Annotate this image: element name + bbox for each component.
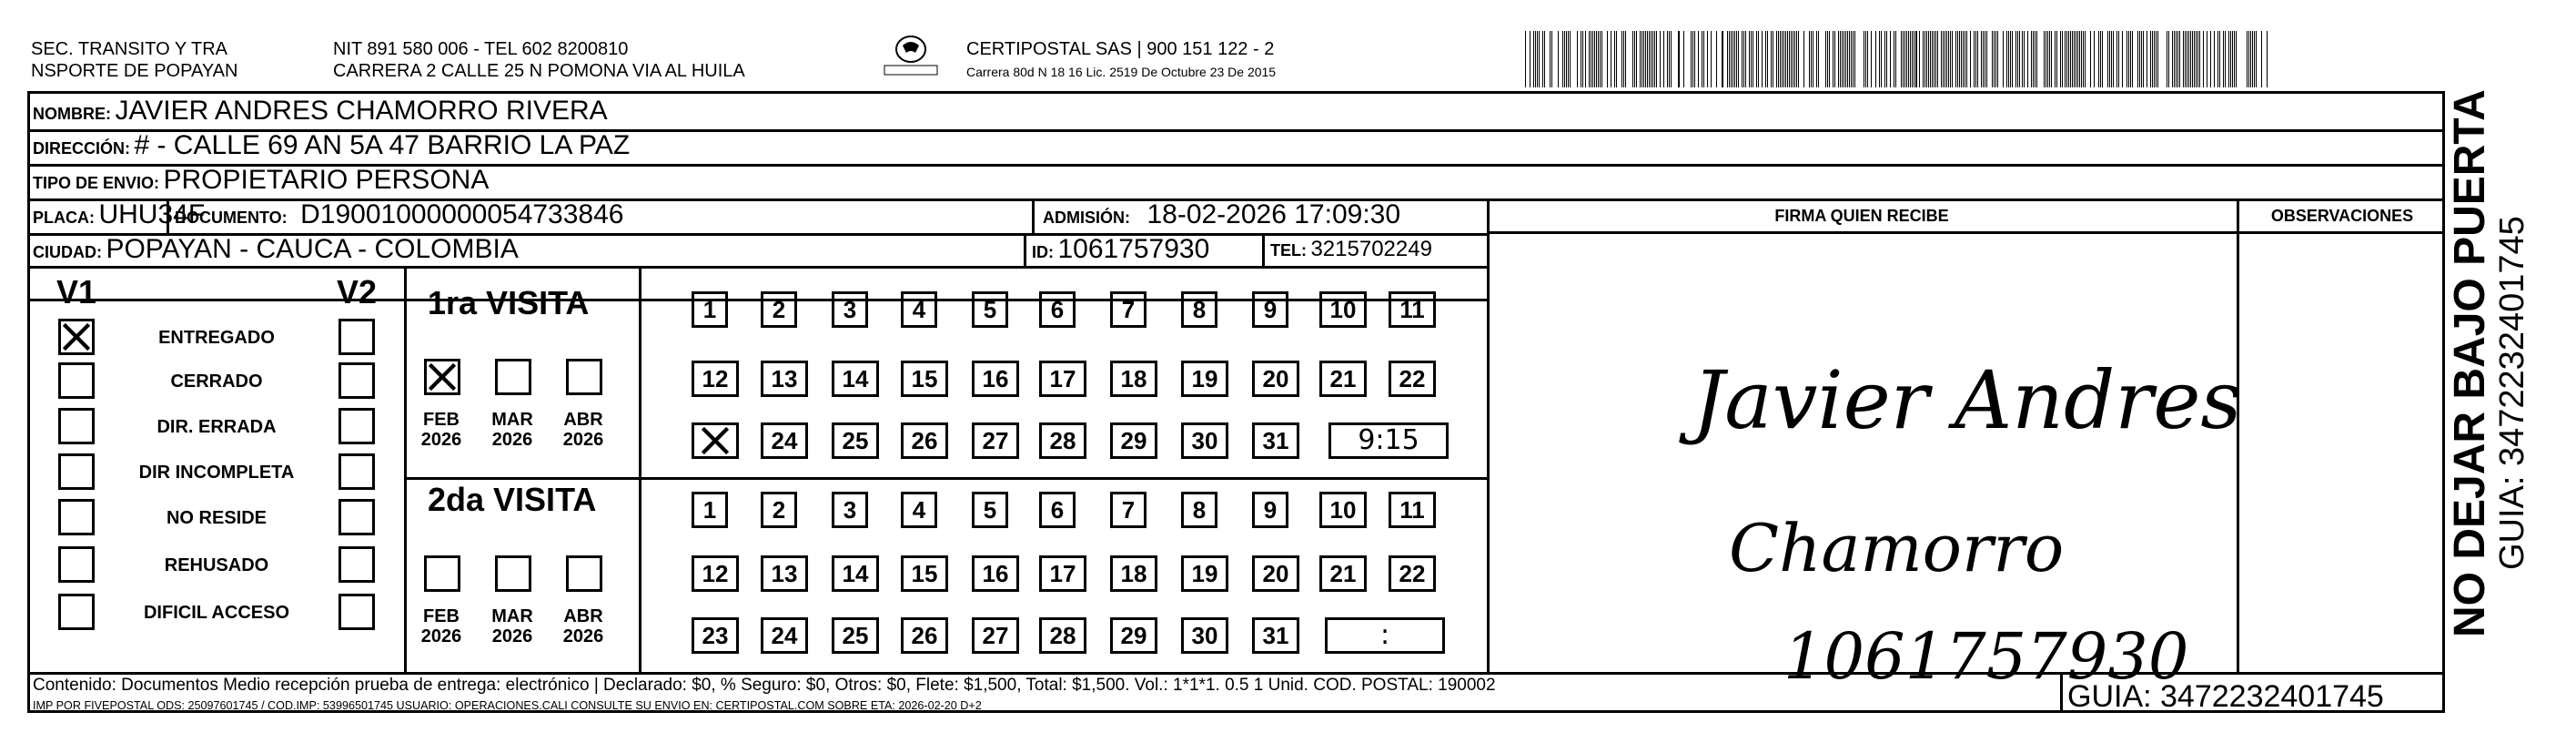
first-visit-day-box[interactable]: 17 bbox=[1039, 361, 1086, 397]
second-visit-day-box[interactable]: 11 bbox=[1389, 492, 1436, 528]
first-visit-day-box[interactable]: 24 bbox=[761, 422, 808, 459]
first-visit-day-box[interactable]: 14 bbox=[832, 361, 879, 397]
status-v1-checkbox[interactable] bbox=[58, 453, 95, 490]
recipient-tel: 3215702249 bbox=[1310, 237, 1432, 261]
status-v1-checkbox[interactable] bbox=[58, 546, 95, 583]
second-visit-day-box[interactable]: 2 bbox=[761, 492, 797, 528]
second-visit-day-box[interactable]: 17 bbox=[1039, 555, 1086, 592]
status-v1-checkbox[interactable] bbox=[58, 319, 95, 355]
placa: UHU34F bbox=[98, 199, 206, 229]
recipient-name: JAVIER ANDRES CHAMORRO RIVERA bbox=[115, 96, 608, 126]
first-visit-day-box[interactable]: 15 bbox=[901, 361, 948, 397]
ciudad-label: CIUDAD: bbox=[33, 243, 102, 261]
first-visit-day-box[interactable] bbox=[692, 422, 739, 459]
first-visit-day-box[interactable]: 2 bbox=[761, 291, 797, 328]
second-visit-day-box[interactable]: 10 bbox=[1319, 492, 1367, 528]
first-visit-day-box[interactable]: 22 bbox=[1389, 361, 1436, 397]
imp-text: IMP POR FIVEPOSTAL ODS: 25097601745 / COD.IMP: 53996501745 USUARIO: OPERACIONES.CALI CONSULTE SU ENVIO EN: CERTIPOSTAL.COM SOBRE ETA: 2026-02-20 D+2 bbox=[33, 699, 982, 712]
second-visit-day-box[interactable]: 29 bbox=[1110, 617, 1157, 654]
tipo-envio-label: TIPO DE ENVIO: bbox=[33, 174, 160, 192]
first-visit-day-box[interactable]: 29 bbox=[1110, 422, 1157, 459]
side-guia: GUIA: 3472232401745 bbox=[2493, 216, 2531, 570]
first-visit-day-box[interactable]: 19 bbox=[1181, 361, 1228, 397]
second-visit-day-box[interactable]: 25 bbox=[832, 617, 879, 654]
first-visit-month-checkbox[interactable] bbox=[495, 359, 531, 395]
second-visit-day-box[interactable]: 6 bbox=[1039, 492, 1076, 528]
first-visit-month-label: ABR 2026 bbox=[562, 410, 604, 450]
first-visit-day-box[interactable]: 7 bbox=[1110, 291, 1147, 328]
first-visit-month-checkbox[interactable] bbox=[566, 359, 602, 395]
status-label: DIR. ERRADA bbox=[157, 417, 277, 437]
second-visit-day-box[interactable]: 13 bbox=[761, 555, 808, 592]
certipostal-logo bbox=[881, 33, 941, 84]
second-visit-day-box[interactable]: 12 bbox=[692, 555, 739, 592]
sender-name-line1: SEC. TRANSITO Y TRA bbox=[31, 39, 227, 59]
first-visit-day-box[interactable]: 6 bbox=[1039, 291, 1076, 328]
recipient-address: # - CALLE 69 AN 5A 47 BARRIO LA PAZ bbox=[134, 130, 631, 160]
status-v2-checkbox[interactable] bbox=[338, 546, 375, 583]
footer-guia: GUIA: 3472232401745 bbox=[2067, 679, 2384, 714]
status-v2-checkbox[interactable] bbox=[338, 362, 375, 399]
carrier-name: CERTIPOSTAL SAS | 900 151 122 - 2 bbox=[966, 39, 1275, 59]
firma-header: FIRMA QUIEN RECIBE bbox=[1774, 207, 1949, 225]
contenido-text: Contenido: Documentos Medio recepción prueba de entrega: electrónico | Declarado: $0, % Seguro: $0, Otros: $0, Flete: $1,500, Total: $1,500. Vol.: 1*1*1. 0.5 1 Unid. COD. POSTAL: 190002 bbox=[33, 676, 1496, 695]
documento-label: DOCUMENTO: bbox=[175, 209, 288, 227]
first-visit-time: 9:15 bbox=[1328, 422, 1449, 459]
second-visit-day-box[interactable]: 30 bbox=[1181, 617, 1228, 654]
status-v1-checkbox[interactable] bbox=[58, 362, 95, 399]
first-visit-day-box[interactable]: 18 bbox=[1110, 361, 1157, 397]
status-v2-checkbox[interactable] bbox=[338, 594, 375, 630]
status-v2-checkbox[interactable] bbox=[338, 408, 375, 444]
first-visit-day-box[interactable]: 28 bbox=[1039, 422, 1086, 459]
status-v1-checkbox[interactable] bbox=[58, 594, 95, 630]
nombre-label: NOMBRE: bbox=[33, 105, 111, 123]
status-label: NO RESIDE bbox=[166, 508, 268, 528]
first-visit-month-label: FEB 2026 bbox=[420, 410, 462, 450]
v2-label: V2 bbox=[337, 273, 378, 310]
status-label: ENTREGADO bbox=[158, 328, 275, 348]
first-visit-day-box[interactable]: 5 bbox=[972, 291, 1008, 328]
second-visit-time: : bbox=[1325, 617, 1445, 654]
placa-label: PLACA: bbox=[33, 209, 95, 227]
second-visit-day-box[interactable]: 24 bbox=[761, 617, 808, 654]
second-visit-label: 2da VISITA bbox=[428, 481, 597, 518]
second-visit-day-box[interactable]: 27 bbox=[972, 617, 1019, 654]
first-visit-label: 1ra VISITA bbox=[428, 284, 590, 321]
second-visit-day-box[interactable]: 1 bbox=[692, 492, 728, 528]
first-visit-day-box[interactable]: 27 bbox=[972, 422, 1019, 459]
second-visit-day-box[interactable]: 15 bbox=[901, 555, 948, 592]
status-v2-checkbox[interactable] bbox=[338, 453, 375, 490]
first-visit-day-box[interactable]: 30 bbox=[1181, 422, 1228, 459]
second-visit-day-box[interactable]: 20 bbox=[1252, 555, 1299, 592]
status-v2-checkbox[interactable] bbox=[338, 499, 375, 535]
no-dejar-bajo-puerta: NO DEJAR BAJO PUERTA bbox=[2446, 89, 2494, 637]
status-label: CERRADO bbox=[170, 371, 263, 392]
second-visit-month-checkbox[interactable] bbox=[495, 555, 531, 592]
admision-label: ADMISIÓN: bbox=[1043, 209, 1130, 227]
first-visit-day-box[interactable]: 8 bbox=[1181, 291, 1217, 328]
second-visit-month-label: FEB 2026 bbox=[420, 606, 462, 646]
sender-nit: NIT 891 580 006 - TEL 602 8200810 bbox=[333, 39, 629, 59]
id-label: ID: bbox=[1032, 243, 1054, 261]
first-visit-day-box[interactable]: 3 bbox=[832, 291, 868, 328]
signature-line1: Javier Andres bbox=[1692, 353, 2242, 447]
carrier-address: Carrera 80d N 18 16 Lic. 2519 De Octubre 23 De 2015 bbox=[966, 65, 1277, 79]
second-visit-day-box[interactable]: 4 bbox=[901, 492, 937, 528]
second-visit-day-box[interactable]: 23 bbox=[692, 617, 739, 654]
v1-label: V1 bbox=[56, 273, 97, 310]
first-visit-day-box[interactable]: 4 bbox=[901, 291, 937, 328]
second-visit-day-box[interactable]: 19 bbox=[1181, 555, 1228, 592]
second-visit-month-checkbox[interactable] bbox=[424, 555, 460, 592]
first-visit-month-label: MAR 2026 bbox=[491, 410, 533, 450]
second-visit-month-checkbox[interactable] bbox=[566, 555, 602, 592]
first-visit-day-box[interactable]: 13 bbox=[761, 361, 808, 397]
second-visit-day-box[interactable]: 18 bbox=[1110, 555, 1157, 592]
second-visit-day-box[interactable]: 3 bbox=[832, 492, 868, 528]
second-visit-day-box[interactable]: 5 bbox=[972, 492, 1008, 528]
recipient-id: 1061757930 bbox=[1057, 234, 1210, 264]
first-visit-day-box[interactable]: 12 bbox=[692, 361, 739, 397]
second-visit-day-box[interactable]: 22 bbox=[1389, 555, 1436, 592]
status-label: DIR INCOMPLETA bbox=[138, 463, 295, 483]
first-visit-day-box[interactable]: 16 bbox=[972, 361, 1019, 397]
first-visit-day-box[interactable]: 9 bbox=[1252, 291, 1288, 328]
second-visit-month-label: MAR 2026 bbox=[491, 606, 533, 646]
observaciones-header: OBSERVACIONES bbox=[2270, 207, 2414, 225]
sender-name-line2: NSPORTE DE POPAYAN bbox=[31, 61, 238, 81]
second-visit-month-label: ABR 2026 bbox=[562, 606, 604, 646]
second-visit-day-box[interactable]: 7 bbox=[1110, 492, 1147, 528]
first-visit-day-box[interactable]: 20 bbox=[1252, 361, 1299, 397]
second-visit-day-box[interactable]: 14 bbox=[832, 555, 879, 592]
status-label: DIFICIL ACCESO bbox=[143, 603, 289, 623]
first-visit-day-box[interactable]: 31 bbox=[1252, 422, 1299, 459]
second-visit-day-box[interactable]: 26 bbox=[901, 617, 948, 654]
admision-date: 18-02-2026 17:09:30 bbox=[1147, 199, 1401, 229]
status-v1-checkbox[interactable] bbox=[58, 408, 95, 444]
signature-line3: 1061757930 bbox=[1783, 619, 2189, 694]
second-visit-day-box[interactable]: 28 bbox=[1039, 617, 1086, 654]
second-visit-day-box[interactable]: 9 bbox=[1252, 492, 1288, 528]
second-visit-day-box[interactable]: 21 bbox=[1319, 555, 1367, 592]
ciudad: POPAYAN - CAUCA - COLOMBIA bbox=[106, 234, 519, 264]
signature-line2: Chamorro bbox=[1729, 510, 2065, 586]
documento: D19001000000054733846 bbox=[300, 199, 624, 229]
first-visit-day-box[interactable]: 26 bbox=[901, 422, 948, 459]
status-label: REHUSADO bbox=[164, 555, 269, 575]
first-visit-day-box[interactable]: 11 bbox=[1389, 291, 1436, 328]
sender-address: CARRERA 2 CALLE 25 N POMONA VIA AL HUILA bbox=[333, 61, 745, 81]
first-visit-day-box[interactable]: 25 bbox=[832, 422, 879, 459]
status-v2-checkbox[interactable] bbox=[338, 319, 375, 355]
tel-label: TEL: bbox=[1270, 241, 1307, 259]
second-visit-day-box[interactable]: 8 bbox=[1181, 492, 1217, 528]
second-visit-day-box[interactable]: 31 bbox=[1252, 617, 1299, 654]
tipo-envio: PROPIETARIO PERSONA bbox=[163, 165, 490, 195]
first-visit-day-box[interactable]: 10 bbox=[1319, 291, 1367, 328]
barcode bbox=[1525, 31, 2271, 87]
first-visit-day-box[interactable]: 21 bbox=[1319, 361, 1367, 397]
direccion-label: DIRECCIÓN: bbox=[33, 139, 130, 158]
second-visit-day-box[interactable]: 16 bbox=[972, 555, 1019, 592]
status-v1-checkbox[interactable] bbox=[58, 499, 95, 535]
first-visit-day-box[interactable]: 1 bbox=[692, 291, 728, 328]
first-visit-month-checkbox[interactable] bbox=[424, 359, 460, 395]
